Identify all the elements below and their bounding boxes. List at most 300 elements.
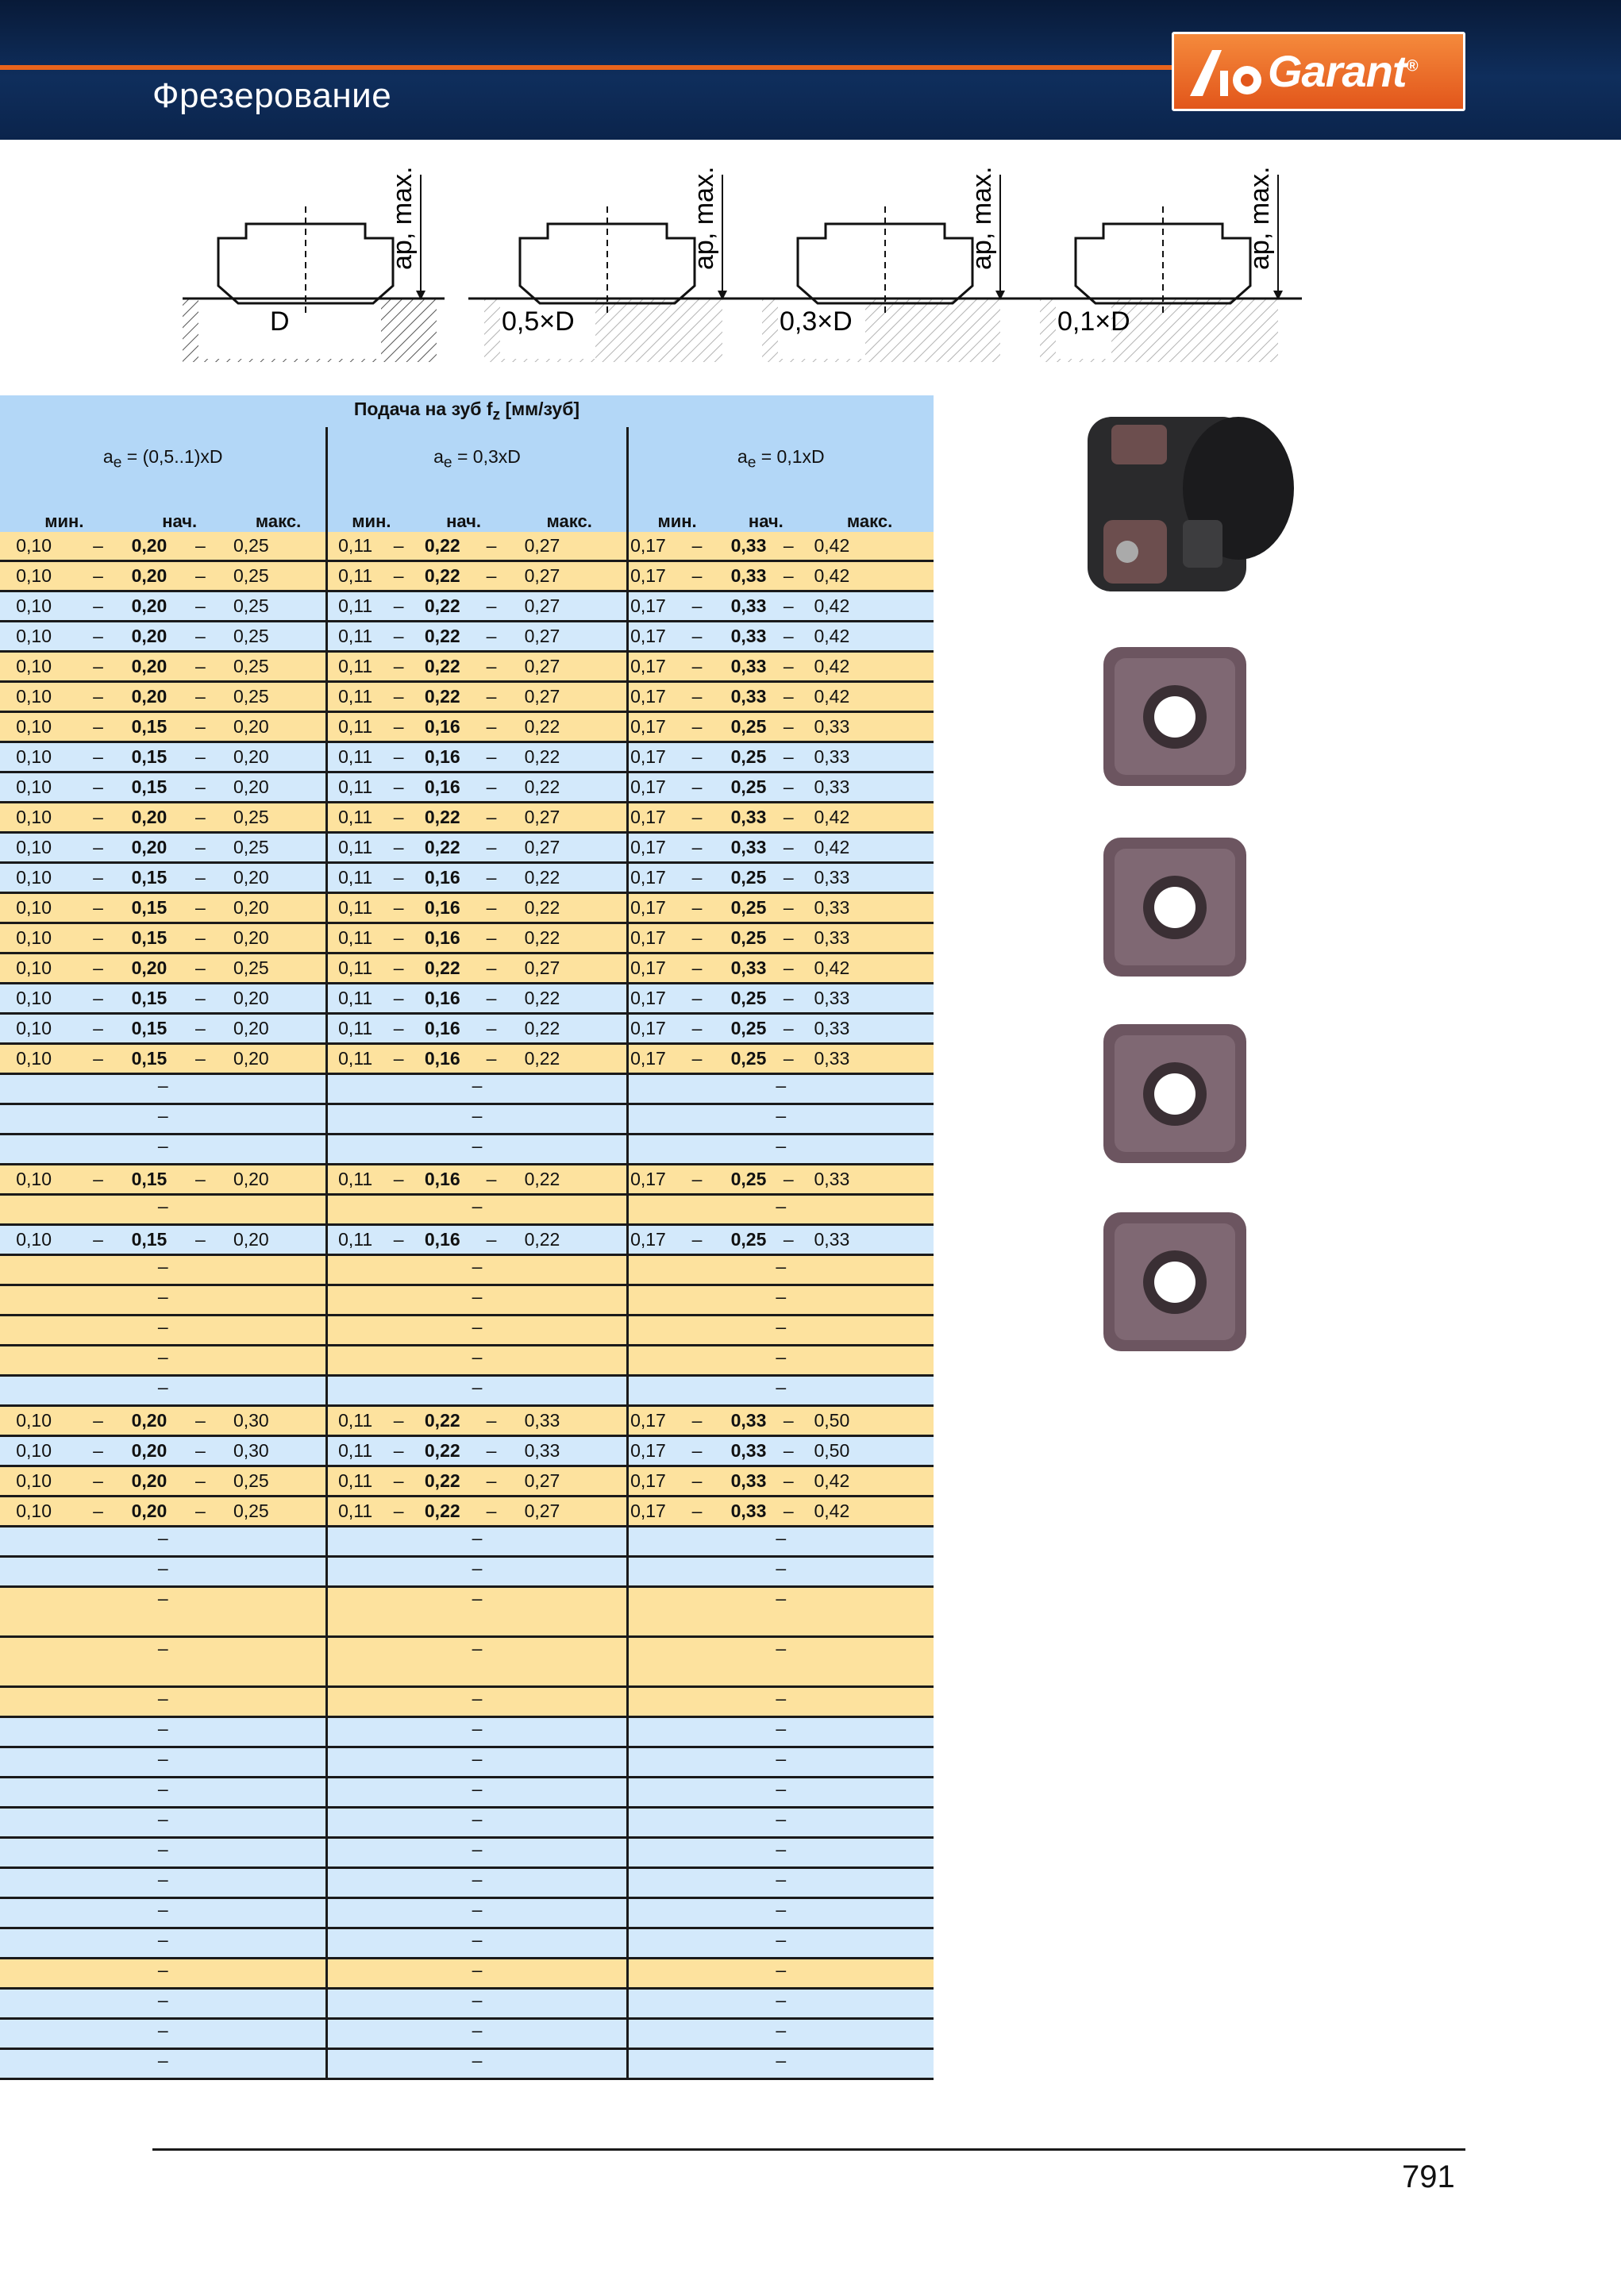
range-dash: –: [383, 772, 414, 803]
subheader-cell: макс.: [513, 491, 627, 532]
insert-image-icon: [1103, 838, 1246, 977]
empty-cell: –: [627, 1717, 934, 1747]
start-value: 0,20: [129, 1497, 170, 1527]
range-dash: –: [67, 1165, 128, 1195]
range-dash: –: [771, 1406, 806, 1436]
min-value: 0,11: [327, 742, 383, 772]
spacer: [271, 652, 327, 682]
spacer: [858, 893, 934, 923]
range-dash: –: [668, 1014, 726, 1044]
spacer: [271, 682, 327, 712]
range-dash: –: [668, 863, 726, 893]
start-value: 0,16: [414, 712, 470, 742]
width-label: D: [270, 306, 290, 337]
range-dash: –: [470, 712, 513, 742]
range-dash: –: [170, 591, 230, 622]
min-value: 0,17: [627, 712, 668, 742]
range-dash: –: [470, 682, 513, 712]
max-value: 0,22: [513, 863, 572, 893]
range-dash: –: [383, 561, 414, 591]
range-dash: –: [67, 1044, 128, 1074]
table-row: [0, 1898, 934, 1928]
range-dash: –: [668, 682, 726, 712]
start-value: 0,20: [129, 532, 170, 561]
depth-label: ap, max.: [387, 166, 418, 270]
table-row: [0, 561, 934, 591]
range-dash: –: [771, 923, 806, 953]
table-row: [0, 1717, 934, 1747]
empty-cell: –: [327, 1346, 627, 1376]
empty-cell: –: [0, 1898, 327, 1928]
start-value: 0,25: [726, 742, 772, 772]
min-value: 0,11: [327, 863, 383, 893]
empty-cell: –: [0, 1255, 327, 1285]
empty-cell: –: [0, 1316, 327, 1346]
table-row: [0, 923, 934, 953]
min-value: 0,17: [627, 561, 668, 591]
spacer: [271, 984, 327, 1014]
spacer: [572, 803, 627, 833]
max-value: 0,20: [231, 984, 271, 1014]
start-value: 0,22: [414, 561, 470, 591]
start-value: 0,22: [414, 953, 470, 984]
spacer: [858, 1497, 934, 1527]
range-dash: –: [170, 803, 230, 833]
range-dash: –: [771, 742, 806, 772]
spacer: [271, 1436, 327, 1466]
range-dash: –: [383, 923, 414, 953]
max-value: 0,20: [231, 772, 271, 803]
max-value: 0,50: [806, 1436, 858, 1466]
range-dash: –: [383, 1497, 414, 1527]
start-value: 0,33: [726, 833, 772, 863]
empty-cell: –: [327, 1868, 627, 1898]
empty-cell: –: [627, 1376, 934, 1406]
table-row: [0, 2019, 934, 2049]
empty-cell: –: [327, 1587, 627, 1637]
empty-cell: –: [627, 1989, 934, 2019]
range-dash: –: [67, 1466, 128, 1497]
cutting-diagram: [183, 159, 468, 373]
range-dash: –: [771, 803, 806, 833]
start-value: 0,33: [726, 953, 772, 984]
max-value: 0,42: [806, 591, 858, 622]
spacer: [572, 1497, 627, 1527]
empty-cell: –: [327, 1316, 627, 1346]
start-value: 0,20: [129, 803, 170, 833]
min-value: 0,17: [627, 863, 668, 893]
range-dash: –: [470, 984, 513, 1014]
table-row: [0, 622, 934, 652]
range-dash: –: [470, 742, 513, 772]
range-dash: –: [67, 532, 128, 561]
range-dash: –: [668, 833, 726, 863]
range-dash: –: [470, 833, 513, 863]
spacer: [271, 1466, 327, 1497]
max-value: 0,22: [513, 712, 572, 742]
table-row: [0, 1074, 934, 1104]
table-row: [0, 1376, 934, 1406]
empty-cell: –: [327, 1285, 627, 1316]
min-value: 0,10: [0, 893, 67, 923]
range-dash: –: [67, 772, 128, 803]
spacer: [572, 772, 627, 803]
range-dash: –: [383, 984, 414, 1014]
start-value: 0,22: [414, 622, 470, 652]
table-row: [0, 1316, 934, 1346]
min-value: 0,11: [327, 1497, 383, 1527]
min-value: 0,17: [627, 1014, 668, 1044]
spacer: [858, 622, 934, 652]
range-dash: –: [470, 953, 513, 984]
min-value: 0,10: [0, 863, 67, 893]
start-value: 0,16: [414, 893, 470, 923]
max-value: 0,22: [513, 1014, 572, 1044]
spacer: [572, 712, 627, 742]
range-dash: –: [668, 742, 726, 772]
max-value: 0,25: [231, 1497, 271, 1527]
range-dash: –: [771, 833, 806, 863]
empty-cell: –: [627, 1074, 934, 1104]
empty-cell: –: [627, 1868, 934, 1898]
range-dash: –: [67, 803, 128, 833]
min-value: 0,17: [627, 652, 668, 682]
start-value: 0,33: [726, 622, 772, 652]
max-value: 0,33: [513, 1406, 572, 1436]
spacer: [858, 1165, 934, 1195]
empty-cell: –: [0, 1557, 327, 1587]
min-value: 0,10: [0, 622, 67, 652]
spacer: [858, 803, 934, 833]
max-value: 0,33: [806, 742, 858, 772]
min-value: 0,17: [627, 1436, 668, 1466]
start-value: 0,20: [129, 561, 170, 591]
empty-cell: –: [327, 1527, 627, 1557]
empty-cell: –: [0, 1527, 327, 1557]
footer-line: [152, 2148, 1465, 2151]
table-row: [0, 833, 934, 863]
range-dash: –: [170, 1044, 230, 1074]
min-value: 0,11: [327, 803, 383, 833]
spacer: [858, 652, 934, 682]
min-value: 0,10: [0, 682, 67, 712]
spacer: [271, 532, 327, 561]
empty-cell: –: [627, 1527, 934, 1557]
range-dash: –: [668, 622, 726, 652]
spacer: [858, 1466, 934, 1497]
range-dash: –: [668, 561, 726, 591]
range-dash: –: [170, 622, 230, 652]
range-dash: –: [771, 1466, 806, 1497]
start-value: 0,15: [129, 893, 170, 923]
start-value: 0,25: [726, 1044, 772, 1074]
min-value: 0,10: [0, 591, 67, 622]
spacer: [572, 923, 627, 953]
spacer: [271, 1014, 327, 1044]
start-value: 0,25: [726, 772, 772, 803]
table-row: [0, 1687, 934, 1717]
spacer: [271, 953, 327, 984]
empty-cell: –: [627, 1557, 934, 1587]
start-value: 0,15: [129, 1225, 170, 1255]
start-value: 0,16: [414, 1165, 470, 1195]
table-row: [0, 1014, 934, 1044]
cutting-diagram: [468, 159, 754, 373]
table-row: [0, 1838, 934, 1868]
max-value: 0,25: [231, 953, 271, 984]
min-value: 0,17: [627, 1497, 668, 1527]
subheader-cell: мин.: [627, 491, 726, 532]
max-value: 0,27: [513, 833, 572, 863]
page-header: [0, 0, 1621, 140]
max-value: 0,20: [231, 923, 271, 953]
insert-image-icon: [1103, 1024, 1246, 1163]
max-value: 0,33: [806, 712, 858, 742]
min-value: 0,11: [327, 1466, 383, 1497]
table-row: [0, 652, 934, 682]
spacer: [858, 682, 934, 712]
max-value: 0,42: [806, 1466, 858, 1497]
table-row: [0, 591, 934, 622]
range-dash: –: [67, 953, 128, 984]
table-row: [0, 1044, 934, 1074]
start-value: 0,16: [414, 742, 470, 772]
max-value: 0,20: [231, 1014, 271, 1044]
range-dash: –: [383, 953, 414, 984]
table-row: [0, 1285, 934, 1316]
table-row: [0, 1104, 934, 1135]
range-dash: –: [383, 1466, 414, 1497]
min-value: 0,11: [327, 712, 383, 742]
tool-images: [1080, 401, 1318, 1393]
range-dash: –: [383, 833, 414, 863]
spacer: [572, 1044, 627, 1074]
max-value: 0,33: [806, 923, 858, 953]
group-header: $a_e = 0,3xD$: [327, 427, 627, 491]
max-value: 0,33: [806, 893, 858, 923]
range-dash: –: [470, 532, 513, 561]
empty-cell: –: [627, 1838, 934, 1868]
range-dash: –: [668, 652, 726, 682]
range-dash: –: [170, 1466, 230, 1497]
table-row: [0, 953, 934, 984]
empty-cell: –: [0, 1928, 327, 1959]
min-value: 0,11: [327, 772, 383, 803]
range-dash: –: [470, 652, 513, 682]
start-value: 0,33: [726, 1436, 772, 1466]
table-row: [0, 803, 934, 833]
spacer: [271, 591, 327, 622]
range-dash: –: [470, 622, 513, 652]
spacer: [271, 833, 327, 863]
range-dash: –: [170, 561, 230, 591]
empty-cell: –: [0, 1838, 327, 1868]
range-dash: –: [470, 893, 513, 923]
subheader-cell: мин.: [327, 491, 414, 532]
max-value: 0,25: [231, 833, 271, 863]
range-dash: –: [170, 833, 230, 863]
max-value: 0,22: [513, 923, 572, 953]
spacer: [271, 1225, 327, 1255]
spacer: [572, 863, 627, 893]
spacer: [271, 923, 327, 953]
range-dash: –: [771, 1497, 806, 1527]
empty-cell: –: [627, 1587, 934, 1637]
min-value: 0,10: [0, 532, 67, 561]
min-value: 0,11: [327, 833, 383, 863]
min-value: 0,17: [627, 591, 668, 622]
range-dash: –: [668, 712, 726, 742]
empty-cell: –: [0, 1587, 327, 1637]
range-dash: –: [771, 591, 806, 622]
min-value: 0,10: [0, 1014, 67, 1044]
start-value: 0,20: [129, 1466, 170, 1497]
min-value: 0,11: [327, 561, 383, 591]
range-dash: –: [383, 803, 414, 833]
spacer: [572, 1436, 627, 1466]
min-value: 0,11: [327, 1165, 383, 1195]
empty-cell: –: [0, 1346, 327, 1376]
min-value: 0,10: [0, 803, 67, 833]
start-value: 0,22: [414, 833, 470, 863]
max-value: 0,22: [513, 772, 572, 803]
max-value: 0,33: [806, 1165, 858, 1195]
range-dash: –: [170, 893, 230, 923]
spacer: [271, 772, 327, 803]
range-dash: –: [67, 833, 128, 863]
range-dash: –: [383, 1436, 414, 1466]
start-value: 0,33: [726, 652, 772, 682]
empty-cell: –: [0, 1135, 327, 1165]
min-value: 0,17: [627, 682, 668, 712]
range-dash: –: [67, 984, 128, 1014]
insert-image-icon: [1103, 1212, 1246, 1351]
range-dash: –: [668, 532, 726, 561]
min-value: 0,11: [327, 984, 383, 1014]
subheader-cell: макс.: [806, 491, 934, 532]
start-value: 0,15: [129, 1165, 170, 1195]
max-value: 0,42: [806, 803, 858, 833]
width-label: 0,1×D: [1057, 306, 1130, 337]
range-dash: –: [668, 953, 726, 984]
min-value: 0,17: [627, 953, 668, 984]
depth-label: ap, max.: [689, 166, 719, 270]
empty-cell: –: [0, 2049, 327, 2079]
table-row: [0, 1868, 934, 1898]
empty-cell: –: [0, 1747, 327, 1778]
empty-cell: –: [0, 1808, 327, 1838]
range-dash: –: [67, 893, 128, 923]
empty-cell: –: [627, 2019, 934, 2049]
range-dash: –: [383, 742, 414, 772]
table-row: [0, 1346, 934, 1376]
range-dash: –: [771, 863, 806, 893]
max-value: 0,42: [806, 561, 858, 591]
empty-cell: –: [327, 1687, 627, 1717]
min-value: 0,10: [0, 652, 67, 682]
max-value: 0,33: [806, 1225, 858, 1255]
max-value: 0,20: [231, 1165, 271, 1195]
table-row: [0, 1527, 934, 1557]
range-dash: –: [67, 622, 128, 652]
range-dash: –: [170, 1436, 230, 1466]
max-value: 0,22: [513, 893, 572, 923]
empty-cell: –: [0, 1989, 327, 2019]
spacer: [572, 1165, 627, 1195]
empty-cell: –: [0, 1376, 327, 1406]
table-row: [0, 1497, 934, 1527]
start-value: 0,16: [414, 863, 470, 893]
cutting-diagram: [1024, 159, 1310, 373]
min-value: 0,17: [627, 772, 668, 803]
start-value: 0,15: [129, 863, 170, 893]
empty-cell: –: [627, 1747, 934, 1778]
table-row: [0, 772, 934, 803]
empty-cell: –: [627, 1637, 934, 1687]
range-dash: –: [470, 772, 513, 803]
width-label: 0,5×D: [502, 306, 575, 337]
range-dash: –: [668, 1044, 726, 1074]
empty-cell: –: [627, 2049, 934, 2079]
start-value: 0,15: [129, 1014, 170, 1044]
spacer: [572, 1225, 627, 1255]
range-dash: –: [170, 742, 230, 772]
start-value: 0,25: [726, 984, 772, 1014]
min-value: 0,11: [327, 652, 383, 682]
max-value: 0,25: [231, 591, 271, 622]
max-value: 0,42: [806, 1497, 858, 1527]
subheader-cell: нач.: [726, 491, 807, 532]
range-dash: –: [470, 591, 513, 622]
empty-cell: –: [327, 1808, 627, 1838]
min-value: 0,17: [627, 1044, 668, 1074]
start-value: 0,33: [726, 803, 772, 833]
spacer: [271, 863, 327, 893]
start-value: 0,22: [414, 532, 470, 561]
start-value: 0,15: [129, 923, 170, 953]
max-value: 0,50: [806, 1406, 858, 1436]
range-dash: –: [470, 863, 513, 893]
max-value: 0,33: [806, 984, 858, 1014]
min-value: 0,17: [627, 1225, 668, 1255]
range-dash: –: [668, 1466, 726, 1497]
empty-cell: –: [0, 1717, 327, 1747]
start-value: 0,22: [414, 1436, 470, 1466]
min-value: 0,17: [627, 923, 668, 953]
range-dash: –: [771, 1165, 806, 1195]
min-value: 0,17: [627, 742, 668, 772]
range-dash: –: [771, 1044, 806, 1074]
empty-cell: –: [327, 1778, 627, 1808]
range-dash: –: [170, 1497, 230, 1527]
spacer: [271, 622, 327, 652]
range-dash: –: [67, 1406, 128, 1436]
milling-cutter-icon: [1088, 417, 1294, 591]
logo-text: Garant®: [1268, 46, 1418, 96]
range-dash: –: [67, 1436, 128, 1466]
table-row: [0, 1587, 934, 1637]
min-value: 0,10: [0, 742, 67, 772]
empty-cell: –: [327, 1717, 627, 1747]
spacer: [572, 893, 627, 923]
table-row: [0, 1557, 934, 1587]
max-value: 0,22: [513, 742, 572, 772]
spacer: [572, 953, 627, 984]
table-row: [0, 1989, 934, 2019]
range-dash: –: [67, 863, 128, 893]
range-dash: –: [668, 1497, 726, 1527]
empty-cell: –: [0, 1778, 327, 1808]
